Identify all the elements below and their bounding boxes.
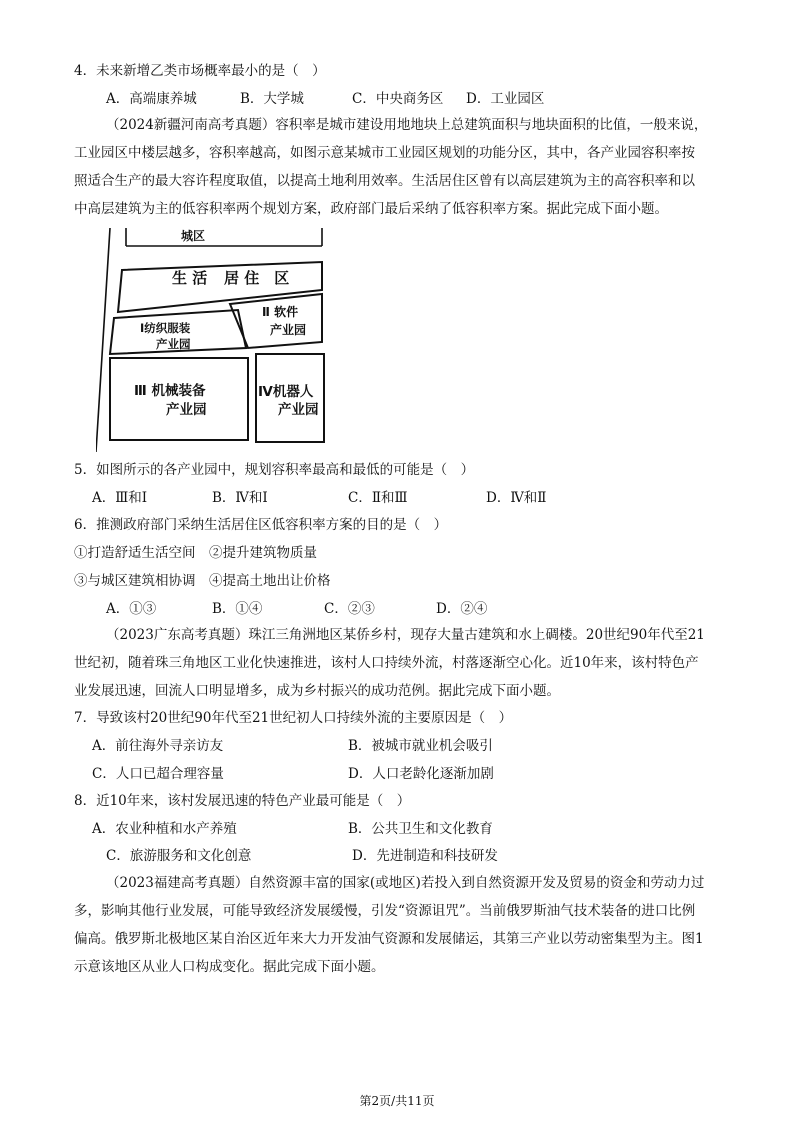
passage2-line-2: 世纪初，随着珠三角地区工业化快速推进，该村人口持续外流，村落逐渐空心化。近10年来，该村特色产 [74,655,699,671]
map-label-living-2: 居 住 区 [224,269,290,287]
q4-stem: 4．未来新增乙类市场概率最小的是（ ） [74,63,326,79]
map-label-zone4-1: Ⅳ机器人 [258,384,314,400]
q8-option-a: A．农业种植和水产养殖 [92,821,237,837]
q6-option-b: B．①④ [212,601,263,617]
q7-option-a: A．前往海外寻亲访友 [92,738,224,754]
passage1-line-2: 工业园区中楼层越多，容积率越高，如图示意某城市工业园区规划的功能分区，其中，各产业园容积率按 [74,145,695,161]
map-label-zone4-2: 产业园 [278,402,319,418]
q7-option-c: C．人口已超合理容量 [92,766,224,782]
q5-stem: 5．如图所示的各产业园中，规划容积率最高和最低的可能是（ ） [74,462,475,478]
q7-option-d: D．人口老龄化逐渐加剧 [348,766,494,782]
page-footer: 第2页/共11页 [359,1094,435,1108]
map-label-zone3-2: 产业园 [166,402,207,418]
zoning-map-figure [96,224,336,454]
map-boundary-left [96,228,110,452]
passage1-line-1: （2024新疆河南高考真题）容积率是城市建设用地地块上总建筑面积与地块面积的比值，一般来说， [106,117,708,133]
q4-option-d: D．工业园区 [466,91,545,107]
passage1-line-4: 中高层建筑为主的低容积率两个规划方案，政府部门最后采纳了低容积率方案。据此完成下面小题。 [74,201,668,217]
passage3-line-4: 示意该地区从业人口构成变化。据此完成下面小题。 [74,959,385,975]
passage3-line-1: （2023福建高考真题）自然资源丰富的国家(或地区)若投入到自然资源开发及贸易的资金和劳动力过 [106,875,705,891]
map-label-city: 城区 [181,229,206,243]
passage3-line-2: 多，影响其他行业发展，可能导致经济发展缓慢，引发“资源诅咒”。当前俄罗斯油气技术装备的进口比例 [74,903,696,919]
q6-option-d: D．②④ [436,601,488,617]
q6-option-c: C．②③ [324,601,375,617]
q7-stem: 7．导致该村20世纪90年代至21世纪初人口持续外流的主要原因是（ ） [74,710,513,726]
q6-item-line-1: ①打造舒适生活空间 ②提升建筑物质量 [74,545,317,561]
q8-stem: 8．近10年来，该村发展迅速的特色产业最可能是（ ） [74,793,411,809]
map-zone-3 [110,358,248,440]
q6-stem: 6．推测政府部门采纳生活居住区低容积率方案的目的是（ ） [74,517,448,533]
map-label-zone2-2: 产业园 [270,323,307,337]
map-zone-2 [230,294,322,348]
q5-option-c: C．Ⅱ和Ⅲ [348,490,408,506]
map-label-zone2-1: Ⅱ 软件 [262,305,299,319]
q5-option-a: A．Ⅲ和Ⅰ [92,490,148,506]
map-label-zone3-1: Ⅲ 机械装备 [134,383,206,399]
q8-option-d: D．先进制造和科技研发 [352,848,498,864]
map-label-living-1: 生 活 [172,269,208,287]
q6-option-a: A．①③ [106,601,157,617]
q5-option-d: D．Ⅳ和Ⅱ [486,490,547,506]
passage1-line-3: 照适合生产的最大容许程度取值，以提高土地利用效率。生活居住区曾有以高层建筑为主的高容积率和以 [74,173,695,189]
q8-option-c: C．旅游服务和文化创意 [106,848,252,864]
passage3-line-3: 偏高。俄罗斯北极地区某自治区近年来大力开发油气资源和发展储运，其第三产业以劳动密集型为主。图1 [74,931,704,947]
passage2-line-3: 业发展迅速，回流人口明显增多，成为乡村振兴的成功范例。据此完成下面小题。 [74,683,560,699]
q8-option-b: B．公共卫生和文化教育 [348,821,493,837]
q6-item-line-2: ③与城区建筑相协调 ④提高土地出让价格 [74,573,331,589]
map-label-zone1-1: Ⅰ纺织服装 [140,321,191,335]
map-label-zone1-2: 产业园 [156,337,191,351]
q4-option-c: C．中央商务区 [352,91,444,107]
q7-option-b: B．被城市就业机会吸引 [348,738,493,754]
q5-option-b: B．Ⅳ和Ⅰ [212,490,268,506]
passage2-line-1: （2023广东高考真题）珠江三角洲地区某侨乡村，现存大量古建筑和水上碉楼。20世纪90年代至21 [106,627,705,643]
q4-option-b: B．大学城 [240,91,304,107]
q4-option-a: A．高端康养城 [106,91,197,107]
